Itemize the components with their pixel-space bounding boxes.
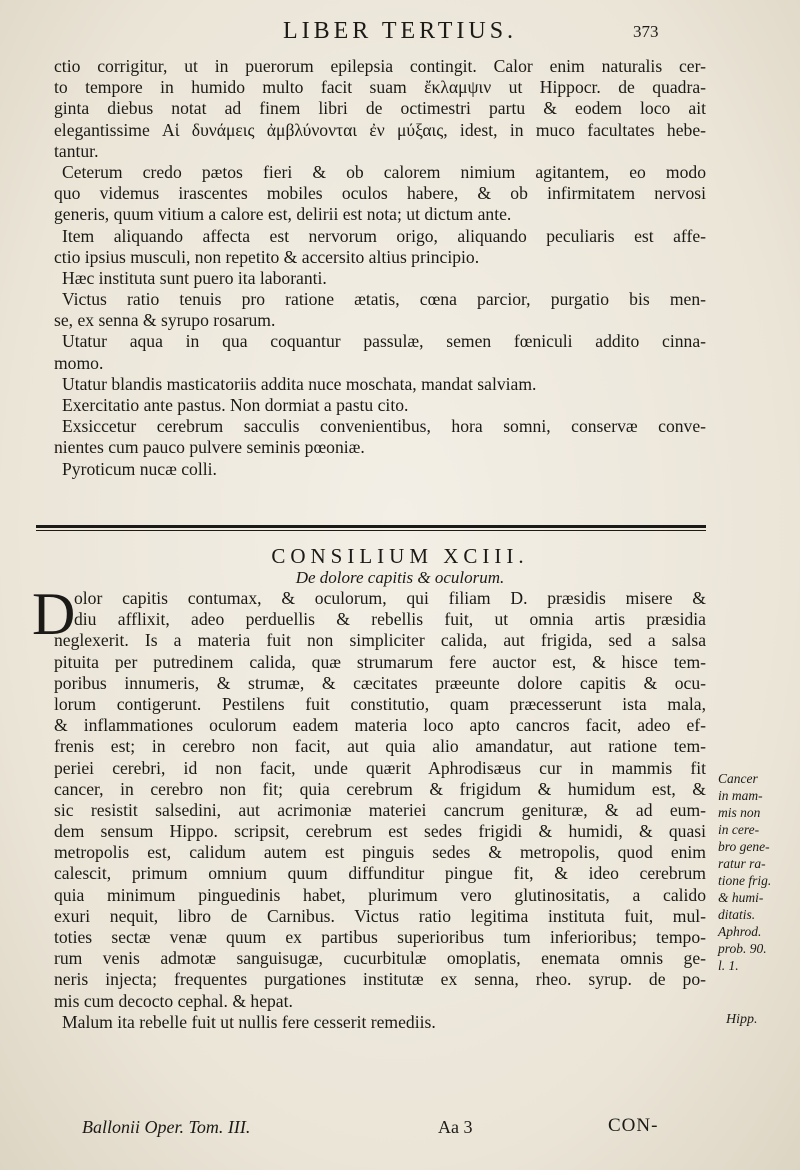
text-line: Utatur aqua in qua coquantur passulæ, semen fœniculi addito cinna-	[62, 331, 706, 352]
footer-volume: Ballonii Oper. Tom. III.	[82, 1117, 251, 1137]
text-line: ctio corrigitur, ut in puerorum epilepsia contingit. Calor enim naturalis cer-	[54, 56, 706, 76]
margin-note-line: in cere-	[718, 822, 760, 837]
margin-note-hipp: Hipp.	[726, 1012, 758, 1027]
margin-note-line: Aphrod.	[718, 924, 762, 939]
text-line: Victus ratio tenuis pro ratione ætatis, cœna parcior, purgatio bis men-	[62, 289, 706, 310]
text-line: sic resistit salsedini, aut acrimoniæ materiei cancrum genituræ, & ad eum-	[54, 799, 706, 820]
section-divider-thin	[36, 530, 706, 531]
page-number: 373	[633, 22, 659, 41]
margin-note-line: in mam-	[718, 788, 763, 803]
text-line: Ceterum credo pætos fieri & ob calorem nimium agitantem, eo modo	[62, 161, 706, 182]
text-line: diu afflixit, adeo perduellis & rebellis fuit, ut omnia artis præsidia	[74, 609, 706, 630]
margin-note-line: & humi-	[718, 890, 764, 905]
text-line: rum venis admotæ sanguisugæ, cucurbitulæ omoplatis, enemata omnis ge-	[54, 948, 706, 969]
margin-note-line: l. 1.	[718, 958, 739, 973]
text-line: neglexerit. Is a materia fuit non simpliciter calida, aut frigida, sed a salsa	[54, 630, 706, 651]
running-title: LIBER TERTIUS.	[282, 18, 518, 44]
text-line: Utatur blandis masticatoriis addita nuce moschata, mandat salviam.	[62, 373, 537, 394]
text-line: Malum ita rebelle fuit ut nullis fere cesserit remediis.	[62, 1011, 436, 1032]
margin-note-line: tione frig.	[718, 873, 772, 888]
text-line: ginta diebus notat ad finem libri de octimestri partu & eodem loco ait	[54, 98, 706, 119]
text-line: dem sensum Hippo. scripsit, cerebrum est sedes frigidi & humidi, & quasi	[54, 821, 706, 842]
margin-note-line: mis non	[718, 805, 761, 820]
consilium-subtitle: De dolore capitis & oculorum.	[295, 568, 505, 587]
text-line: Exercitatio ante pastus. Non dormiat a pastu cito.	[62, 395, 409, 415]
text-line: Pyroticum nucæ colli.	[62, 458, 217, 479]
margin-note-line: ratur ra-	[718, 856, 766, 871]
text-line: neris injecta; frequentes purgationes institutæ ex senna, rheo. syrup. de po-	[54, 969, 706, 990]
text-line: toties sectæ venæ quum ex partibus superioribus tum inferioribus; tempo-	[54, 927, 706, 947]
text-line: momo.	[54, 352, 104, 373]
footer-signature-mark: Aa 3	[438, 1117, 473, 1137]
text-line: cancer, in cerebro non fit; quia cerebrum & frigidum & humidum est, &	[54, 778, 706, 799]
text-line: mis cum decocto cephal. & hepat.	[54, 990, 293, 1011]
text-line: quia minimum pinguedinis habet, plurimum vero glutinositatis, a calido	[54, 884, 706, 905]
text-line: se, ex senna & syrupo rosarum.	[54, 310, 276, 331]
text-line: olor capitis contumax, & oculorum, qui filiam D. præsidis misere &	[74, 588, 706, 608]
drop-cap: D	[32, 581, 76, 647]
text-line: to tempore in humido multo facit suam ἔκλαμψιν ut Hippocr. de quadra-	[54, 77, 706, 98]
margin-note-line: ditatis.	[718, 907, 756, 922]
footer-catchword: CON-	[608, 1115, 659, 1136]
text-line: & inflammationes oculorum eadem materia loco apto cancros facit, adeo ef-	[54, 715, 706, 736]
text-line: poribus innumeris, & strumæ, & cæcitates præeunte dolore capitis & ocu-	[54, 672, 706, 693]
text-line: generis, quum vitium a calore est, delirii est nota; ut dictum ante.	[54, 204, 512, 225]
text-line: exuri nequit, libro de Carnibus. Victus ratio legitima instituta fuit, mul-	[54, 905, 706, 926]
text-line: lorum contigerunt. Pestilens fuit constitutio, quam præcesserunt ista mala,	[54, 693, 706, 714]
section-divider	[36, 525, 706, 528]
text-line: calescit, primum omnium quum diffunditur pingue fit, & ideo cerebrum	[54, 863, 706, 884]
text-line: Hæc instituta sunt puero ita laboranti.	[62, 267, 327, 288]
text-line: ctio ipsius musculi, non repetito & accersito altius principio.	[54, 246, 480, 267]
text-line: elegantissime Αἱ δυνάμεις ἀμβλύνονται ἐν μύξαις, idest, in muco facultates hebe-	[54, 119, 706, 140]
top-text-block	[54, 56, 706, 480]
text-line: frenis est; in cerebro non facit, aut quia alio amandatur, aut ratione tem-	[54, 736, 706, 757]
margin-note-line: bro gene-	[718, 839, 770, 854]
margin-note-line: Cancer	[718, 771, 758, 786]
consilium-heading: CONSILIUM XCIII.	[271, 544, 529, 568]
text-line: tantur.	[54, 140, 99, 161]
text-line: periei cerebri, id non facit, unde quærit Aphrodisæus cur in mammis fit	[54, 757, 706, 778]
text-line: metropolis est, calidum autem est pinguis sedes & metropolis, quod enim	[54, 842, 706, 863]
text-line: Item aliquando affecta est nervorum origo, aliquando peculiaris est affe-	[62, 225, 706, 246]
text-line: quo videmus irascentes mobiles oculos habere, & ob infirmitatem nervosi	[54, 183, 706, 204]
consilium-text-block	[54, 588, 706, 1033]
text-line: Exsiccetur cerebrum sacculis convenientibus, hora somni, conservæ conve-	[62, 416, 706, 437]
text-line: pituita per putredinem calida, quæ strumarum fere auctor est, & hisce tem-	[54, 651, 706, 672]
margin-note-line: prob. 90.	[718, 941, 767, 956]
text-line: nientes cum pauco pulvere seminis pœoniæ.	[54, 437, 365, 458]
margin-note-cancer	[718, 770, 798, 974]
